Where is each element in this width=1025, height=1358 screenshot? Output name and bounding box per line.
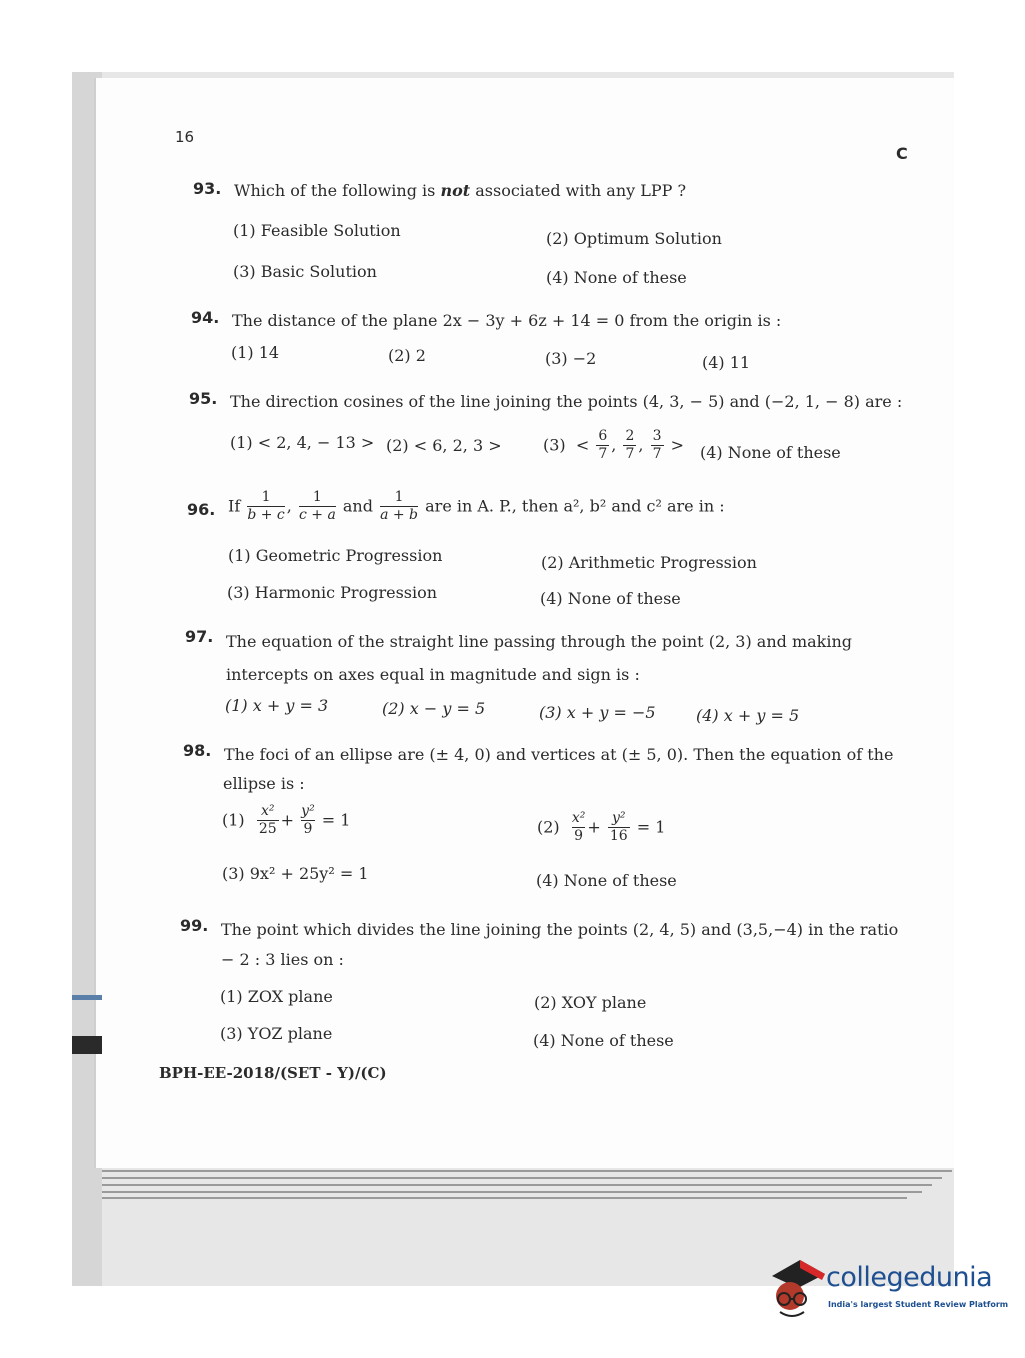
question-text: ellipse is :: [223, 774, 305, 793]
question-number: 93.: [193, 179, 222, 198]
question-number: 98.: [183, 741, 212, 760]
page-stack-edge: [102, 1191, 922, 1193]
option: (2) Optimum Solution: [546, 229, 722, 248]
page-stack-edge: [102, 1170, 952, 1172]
option: (1) < 2, 4, − 13 >: [230, 433, 375, 452]
question-number: 96.: [187, 500, 216, 519]
option: (3) −2: [545, 349, 597, 368]
question-number: 97.: [185, 627, 214, 646]
option: (2) < 6, 2, 3 >: [386, 436, 502, 455]
option: (4) None of these: [533, 1031, 674, 1050]
option: (1) Feasible Solution: [233, 221, 401, 240]
option: (4) None of these: [700, 443, 841, 462]
question-number: 95.: [189, 389, 218, 408]
question-number: 99.: [180, 916, 209, 935]
page-stack-edge: [102, 1184, 932, 1186]
question-text: If $\frac{1}{b + c}$ , $\frac{1}{c + a}$ and $\frac{1}{a + b}$ are in A. P., then a², b² and c² are in :: [228, 489, 725, 523]
option: (4) None of these: [540, 589, 681, 608]
scan-mark: [72, 1036, 102, 1054]
option: (3) YOZ plane: [220, 1024, 333, 1043]
option: (3) < $\frac{6}{7}$ , $\frac{2}{7}$ , $\frac{3}{7}$ >: [543, 428, 684, 462]
page-stack-edge: [102, 1197, 907, 1199]
page-stack-edge: [102, 1177, 942, 1179]
question-text: intercepts on axes equal in magnitude and sign is :: [226, 665, 640, 684]
question-number: 94.: [191, 308, 220, 327]
question-text: The equation of the straight line passing through the point (2, 3) and making: [226, 632, 853, 651]
option: (2) XOY plane: [534, 993, 647, 1012]
question-text: Which of the following is not associated with any LPP ?: [234, 181, 687, 200]
option: (1) x + y = 3: [225, 696, 329, 715]
question-text: The direction cosines of the line joining the points (4, 3, − 5) and (−2, 1, − 8) are :: [230, 392, 903, 411]
option: (3) Basic Solution: [233, 262, 377, 281]
option: (4) None of these: [546, 268, 687, 287]
option: (4) 11: [702, 353, 751, 372]
option: (2) $\frac{\text{x²}}{9}$ + $\frac{\text{y²}}{16}$ = 1: [537, 810, 666, 844]
option: (2) x − y = 5: [382, 699, 486, 718]
brand-name: collegedunia: [826, 1262, 993, 1293]
question-text: − 2 : 3 lies on :: [221, 950, 344, 969]
paper-code: BPH-EE-2018/(SET - Y)/(C): [159, 1064, 387, 1082]
question-text: The distance of the plane 2x − 3y + 6z + 14 = 0 from the origin is :: [232, 311, 782, 330]
option: (3) Harmonic Progression: [227, 583, 438, 602]
brand-tagline: India's largest Student Review Platform: [828, 1300, 1009, 1309]
option: (1) Geometric Progression: [228, 546, 443, 565]
option: (1) ZOX plane: [220, 987, 333, 1006]
page-number: 16: [175, 128, 195, 146]
option: (3) x + y = −5: [539, 703, 656, 722]
option: (1) $\frac{\text{x²}}{25}$ + $\frac{\text{y²}}{9}$ = 1: [222, 803, 351, 837]
question-text: The point which divides the line joining the points (2, 4, 5) and (3,5,−4) in the ratio: [221, 920, 899, 939]
option: (3) 9x² + 25y² = 1: [222, 864, 369, 883]
set-code: C: [896, 144, 908, 163]
option: (4) x + y = 5: [696, 706, 800, 725]
question-text: The foci of an ellipse are (± 4, 0) and vertices at (± 5, 0). Then the equation of the: [224, 745, 894, 764]
option: (1) 14: [231, 343, 280, 362]
option: (2) 2: [388, 346, 426, 365]
option: (2) Arithmetic Progression: [541, 553, 757, 572]
option: (4) None of these: [536, 871, 677, 890]
scan-mark: [72, 995, 102, 1000]
